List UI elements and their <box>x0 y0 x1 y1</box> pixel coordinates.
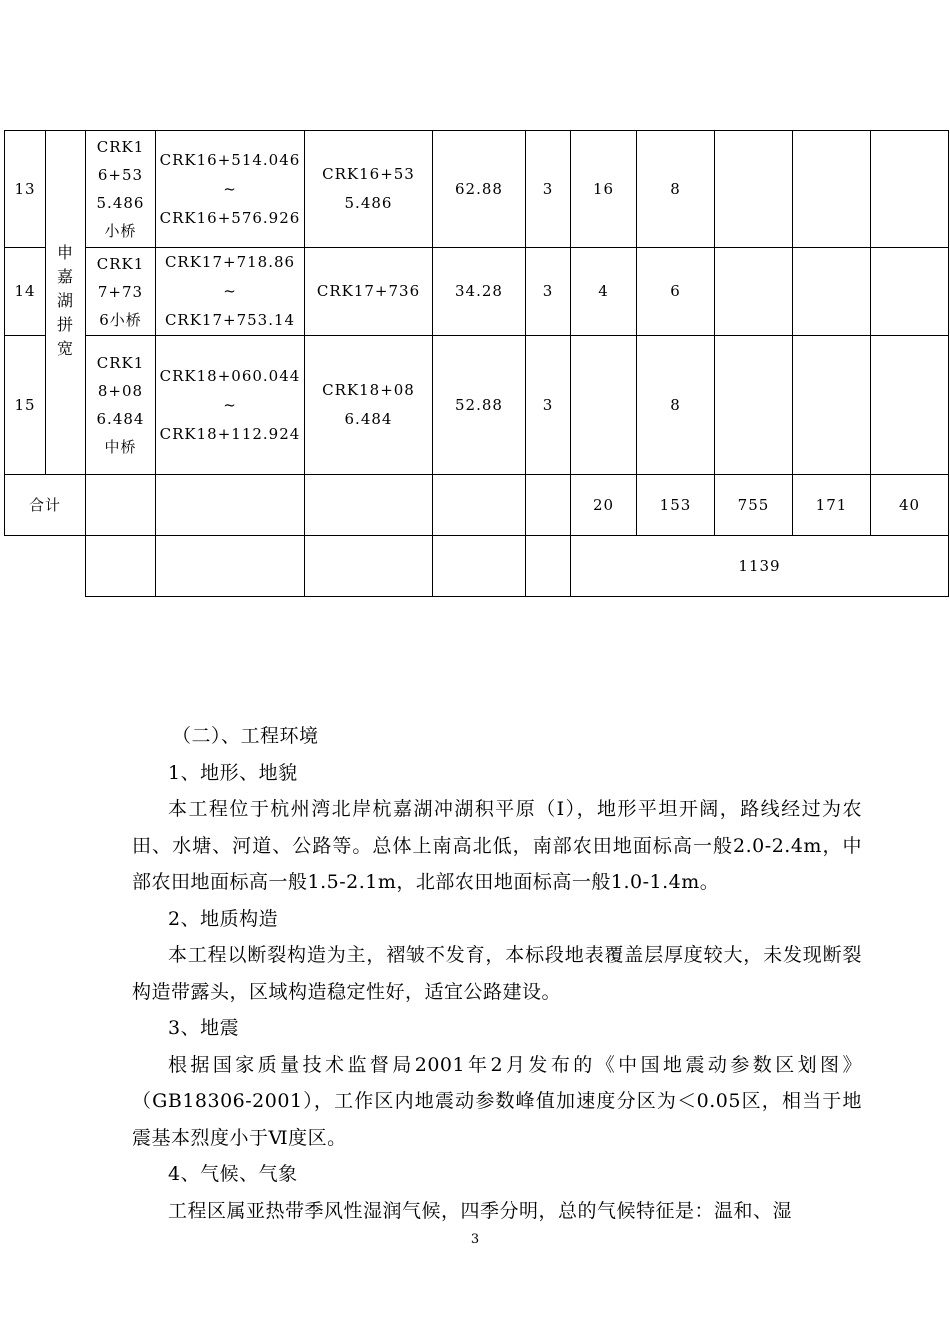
cell-c8 <box>715 131 793 248</box>
total-c10: 40 <box>871 475 949 536</box>
cell-c5: 3 <box>526 248 571 336</box>
bridge-name: CRK17+736小桥 <box>86 248 156 336</box>
cell-c6: 16 <box>571 131 637 248</box>
total-label: 合计 <box>5 475 86 536</box>
bridge-length: 62.88 <box>433 131 526 248</box>
total-c8: 755 <box>715 475 793 536</box>
group-label-cell <box>46 131 86 475</box>
cell-c9 <box>793 248 871 336</box>
cell-c10 <box>871 131 949 248</box>
bridge-table <box>4 130 949 597</box>
blank-cell <box>433 536 526 597</box>
table-row <box>5 248 949 336</box>
cell-c9 <box>793 131 871 248</box>
row-number: 13 <box>5 131 46 248</box>
cell-c7: 8 <box>637 131 715 248</box>
total-empty <box>433 475 526 536</box>
row-number: 15 <box>5 336 46 475</box>
paragraph-geology: 本工程以断裂构造为主，褶皱不发育，本标段地表覆盖层厚度较大，未发现断裂构造带露头，区域构造稳定性好，适宜公路建设。 <box>132 944 862 1003</box>
table-row <box>5 131 949 248</box>
cell-c5: 3 <box>526 131 571 248</box>
cell-c8 <box>715 248 793 336</box>
bridge-length: 52.88 <box>433 336 526 475</box>
bridge-name: CRK16+535.486小桥 <box>86 131 156 248</box>
grand-total-row <box>5 536 949 597</box>
total-row <box>5 475 949 536</box>
cell-c9 <box>793 336 871 475</box>
total-c9: 171 <box>793 475 871 536</box>
cell-c7: 8 <box>637 336 715 475</box>
heading-climate: 4、气候、气象 <box>168 1163 298 1185</box>
heading-earthquake: 3、地震 <box>168 1017 240 1039</box>
total-empty <box>526 475 571 536</box>
bridge-center: CRK18+086.484 <box>305 336 433 475</box>
cell-c7: 6 <box>637 248 715 336</box>
row-number: 14 <box>5 248 46 336</box>
group-label: 申嘉湖拼宽 <box>56 243 74 358</box>
bridge-name: CRK18+086.484中桥 <box>86 336 156 475</box>
cell-c6: 4 <box>571 248 637 336</box>
total-empty <box>305 475 433 536</box>
total-empty <box>86 475 156 536</box>
blank-cell <box>156 536 305 597</box>
paragraph-earthquake: 根据国家质量技术监督局2001年2月发布的《中国地震动参数区划图》（GB18306-2001），工作区内地震动参数峰值加速度分区为＜0.05区，相当于地震基本烈度小于Ⅵ度区。 <box>132 1053 862 1149</box>
bridge-range: CRK16+514.046 ~ CRK16+576.926 <box>156 131 305 248</box>
body-text <box>132 718 862 1229</box>
heading-geology: 2、地质构造 <box>168 907 279 930</box>
bridge-range: CRK18+060.044 ~ CRK18+112.924 <box>156 336 305 475</box>
blank-cell <box>5 536 86 597</box>
bridge-range: CRK17+718.86 ~ CRK17+753.14 <box>156 248 305 336</box>
paragraph-terrain: 本工程位于杭州湾北岸杭嘉湖冲湖积平原（I），地形平坦开阔，路线经过为农田、水塘、河道、公路等。总体上南高北低，南部农田地面标高一般2.0-2.4m，中部农田地面标高一般1.5-2.1m，北部农田地面标高一般1.0-1.4m。 <box>132 798 862 893</box>
blank-cell <box>86 536 156 597</box>
grand-total: 1139 <box>571 536 949 597</box>
page-number: 3 <box>470 1232 480 1247</box>
table-row <box>5 336 949 475</box>
total-empty <box>156 475 305 536</box>
paragraph-climate: 工程区属亚热带季风性湿润气候，四季分明，总的气候特征是：温和、湿 <box>168 1199 793 1222</box>
cell-c10 <box>871 248 949 336</box>
blank-cell <box>305 536 433 597</box>
section-title: （二）、工程环境 <box>172 725 319 747</box>
blank-cell <box>526 536 571 597</box>
total-c7: 153 <box>637 475 715 536</box>
bridge-length: 34.28 <box>433 248 526 336</box>
heading-terrain: 1、地形、地貌 <box>168 761 298 784</box>
bridge-center: CRK16+535.486 <box>305 131 433 248</box>
total-c6: 20 <box>571 475 637 536</box>
cell-c5: 3 <box>526 336 571 475</box>
cell-c8 <box>715 336 793 475</box>
cell-c6 <box>571 336 637 475</box>
bridge-center: CRK17+736 <box>305 248 433 336</box>
cell-c10 <box>871 336 949 475</box>
